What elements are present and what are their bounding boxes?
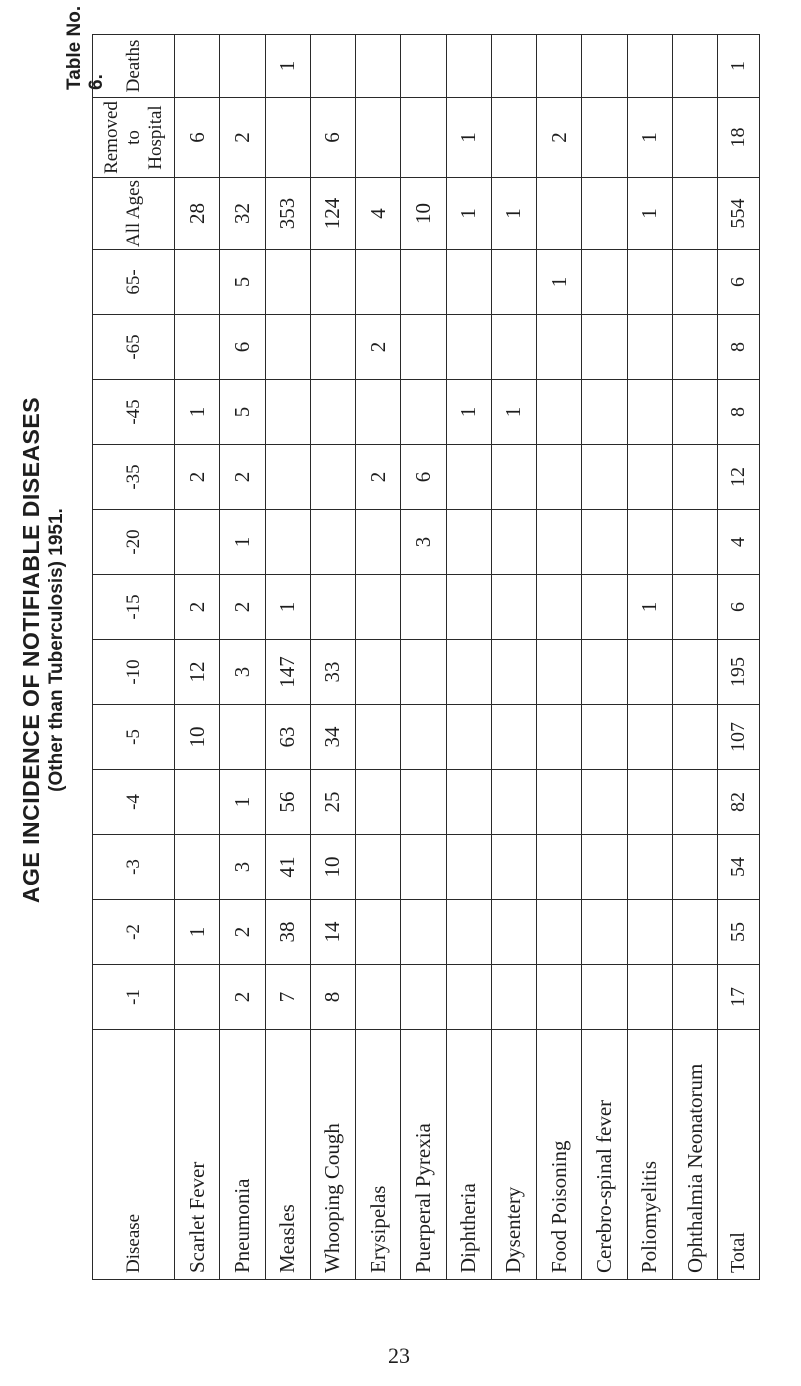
page-number: 23	[388, 1343, 410, 1368]
table-cell	[627, 35, 672, 98]
col-header: Deaths	[93, 35, 175, 98]
table-cell	[220, 35, 265, 98]
table-cell	[310, 575, 355, 640]
table-row	[446, 35, 491, 1280]
table-cell	[582, 575, 627, 640]
table-cell	[582, 965, 627, 1030]
table-cell	[401, 575, 446, 640]
table-cell: 1	[175, 900, 220, 965]
table-row	[537, 35, 582, 1280]
table-cell: 7	[265, 965, 310, 1030]
table-cell: 54	[718, 835, 760, 900]
header-row	[93, 35, 175, 1280]
table-cell	[627, 965, 672, 1030]
table-cell: 1	[537, 250, 582, 315]
table-cell	[627, 315, 672, 380]
table-cell	[401, 315, 446, 380]
table-cell: 10	[401, 178, 446, 250]
table-cell	[672, 705, 717, 770]
table-cell: 1	[627, 575, 672, 640]
table-cell: 8	[310, 965, 355, 1030]
table-cell	[582, 250, 627, 315]
table-cell: 6	[310, 98, 355, 178]
table-cell	[537, 835, 582, 900]
disease-name: Dysentery	[491, 1030, 536, 1280]
table-cell	[446, 35, 491, 98]
col-header: -10	[93, 640, 175, 705]
table-cell	[582, 900, 627, 965]
table-cell	[356, 98, 401, 178]
table-cell	[446, 575, 491, 640]
table-cell	[446, 965, 491, 1030]
table-cell	[446, 445, 491, 510]
col-header: -3	[93, 835, 175, 900]
table-cell	[537, 35, 582, 98]
table-cell: 6	[220, 315, 265, 380]
col-header: -15	[93, 575, 175, 640]
table-cell	[672, 835, 717, 900]
table-cell: 6	[718, 250, 760, 315]
table-cell	[627, 380, 672, 445]
table-cell: 18	[718, 98, 760, 178]
table-cell: 554	[718, 178, 760, 250]
col-header: -35	[93, 445, 175, 510]
table-row	[220, 35, 265, 1280]
table-cell	[356, 705, 401, 770]
table-cell: 1	[627, 98, 672, 178]
table-cell: 6	[718, 575, 760, 640]
table-cell	[401, 900, 446, 965]
table-cell	[446, 640, 491, 705]
table-cell	[537, 640, 582, 705]
table-cell	[446, 900, 491, 965]
table-cell	[175, 250, 220, 315]
table-cell: 5	[220, 250, 265, 315]
table-cell	[582, 835, 627, 900]
table-cell	[537, 380, 582, 445]
table-cell	[582, 98, 627, 178]
table-cell: 25	[310, 770, 355, 835]
table-cell	[356, 965, 401, 1030]
col-header: All Ages	[93, 178, 175, 250]
table-cell	[310, 445, 355, 510]
table-cell	[356, 900, 401, 965]
table-cell: 1	[491, 178, 536, 250]
table-cell	[582, 178, 627, 250]
table-cell: 2	[356, 315, 401, 380]
table-cell	[491, 250, 536, 315]
table-cell	[310, 510, 355, 575]
table-cell: 1	[265, 575, 310, 640]
table-cell: 55	[718, 900, 760, 965]
table-cell	[446, 770, 491, 835]
table-row	[672, 35, 717, 1280]
table-cell	[582, 510, 627, 575]
table-cell	[401, 35, 446, 98]
table-cell	[582, 705, 627, 770]
table-cell	[265, 380, 310, 445]
table-cell: 6	[401, 445, 446, 510]
table-row	[175, 35, 220, 1280]
disease-name: Diphtheria	[446, 1030, 491, 1280]
table-cell	[446, 835, 491, 900]
table-cell	[310, 315, 355, 380]
table-cell: 8	[718, 380, 760, 445]
table-cell	[265, 315, 310, 380]
table-cell: 8	[718, 315, 760, 380]
table-row	[627, 35, 672, 1280]
disease-name: Puerperal Pyrexia	[401, 1030, 446, 1280]
table-cell: 32	[220, 178, 265, 250]
table-cell	[356, 380, 401, 445]
table-cell	[582, 35, 627, 98]
disease-table	[92, 34, 760, 1280]
table-cell	[672, 575, 717, 640]
table-cell	[401, 835, 446, 900]
table-cell	[537, 575, 582, 640]
table-cell: 3	[220, 640, 265, 705]
table-cell	[446, 705, 491, 770]
table-cell: 4	[356, 178, 401, 250]
table-cell: 2	[220, 98, 265, 178]
table-cell	[672, 250, 717, 315]
table-cell	[672, 445, 717, 510]
table-cell	[356, 770, 401, 835]
table-cell	[401, 965, 446, 1030]
table-cell: 1	[446, 98, 491, 178]
table-cell	[672, 178, 717, 250]
table-cell	[627, 640, 672, 705]
table-cell	[672, 965, 717, 1030]
col-header: -1	[93, 965, 175, 1030]
table-cell	[537, 315, 582, 380]
table-cell	[356, 835, 401, 900]
col-header: -65	[93, 315, 175, 380]
col-header: -4	[93, 770, 175, 835]
table-cell	[401, 770, 446, 835]
table-cell	[537, 965, 582, 1030]
table-cell: 1	[491, 380, 536, 445]
table-cell	[175, 965, 220, 1030]
table-row	[265, 35, 310, 1280]
table-cell	[491, 575, 536, 640]
table-cell: 1	[446, 380, 491, 445]
table-cell	[627, 705, 672, 770]
table-cell	[356, 640, 401, 705]
disease-name: Whooping Cough	[310, 1030, 355, 1280]
table-cell	[265, 445, 310, 510]
table-cell	[491, 900, 536, 965]
table-cell	[491, 965, 536, 1030]
table-cell	[265, 250, 310, 315]
table-cell	[537, 705, 582, 770]
table-cell	[627, 835, 672, 900]
table-cell	[175, 315, 220, 380]
table-cell	[627, 445, 672, 510]
table-cell: 2	[356, 445, 401, 510]
col-header: Removed to Hospital	[93, 98, 175, 178]
table-row	[491, 35, 536, 1280]
table-cell: 6	[175, 98, 220, 178]
table-cell: 2	[175, 445, 220, 510]
table-cell	[491, 705, 536, 770]
table-cell: 12	[718, 445, 760, 510]
table-cell	[627, 900, 672, 965]
table-cell	[401, 250, 446, 315]
table-cell: 10	[310, 835, 355, 900]
table-cell: 124	[310, 178, 355, 250]
disease-name: Ophthalmia Neonatorum	[672, 1030, 717, 1280]
table-cell	[582, 770, 627, 835]
table-cell	[672, 380, 717, 445]
table-cell	[491, 640, 536, 705]
table-cell: 33	[310, 640, 355, 705]
table-cell	[265, 510, 310, 575]
table-cell: 1	[446, 178, 491, 250]
table-cell	[356, 575, 401, 640]
table-cell	[401, 98, 446, 178]
table-row	[582, 35, 627, 1280]
disease-name: Poliomyelitis	[627, 1030, 672, 1280]
table-cell	[491, 98, 536, 178]
table-cell	[491, 835, 536, 900]
disease-name: Measles	[265, 1030, 310, 1280]
table-cell	[401, 640, 446, 705]
table-number: Table No. 6.	[64, 5, 107, 90]
table-cell	[310, 35, 355, 98]
col-header: -5	[93, 705, 175, 770]
table-cell	[356, 35, 401, 98]
disease-name: Cerebro-spinal fever	[582, 1030, 627, 1280]
table-cell	[491, 445, 536, 510]
table-cell: 1	[220, 510, 265, 575]
table-cell	[537, 178, 582, 250]
disease-name: Total	[718, 1030, 760, 1280]
table-cell	[672, 315, 717, 380]
table-cell	[537, 770, 582, 835]
table-row	[356, 35, 401, 1280]
table-cell	[537, 445, 582, 510]
table-cell	[491, 770, 536, 835]
table-cell: 2	[220, 965, 265, 1030]
page-title: AGE INCIDENCE OF NOTIFIABLE DISEASES	[18, 396, 44, 904]
table-cell	[537, 510, 582, 575]
table-cell	[265, 98, 310, 178]
table-cell	[627, 250, 672, 315]
table-cell: 1	[175, 380, 220, 445]
table-cell	[220, 705, 265, 770]
disease-name: Food Poisoning	[537, 1030, 582, 1280]
table-cell	[401, 380, 446, 445]
table-cell	[175, 510, 220, 575]
table-cell	[356, 510, 401, 575]
table-cell	[491, 35, 536, 98]
table-cell	[175, 835, 220, 900]
table-cell: 5	[220, 380, 265, 445]
table-cell: 147	[265, 640, 310, 705]
disease-name: Scarlet Fever	[175, 1030, 220, 1280]
table-cell: 17	[718, 965, 760, 1030]
table-cell: 2	[537, 98, 582, 178]
table-cell: 12	[175, 640, 220, 705]
table-cell	[672, 640, 717, 705]
table-cell: 38	[265, 900, 310, 965]
table-cell: 56	[265, 770, 310, 835]
disease-name: Erysipelas	[356, 1030, 401, 1280]
table-cell	[175, 770, 220, 835]
table-cell: 195	[718, 640, 760, 705]
table-cell: 2	[220, 900, 265, 965]
table-cell: 353	[265, 178, 310, 250]
table-cell: 10	[175, 705, 220, 770]
total-row	[718, 35, 760, 1280]
table-cell	[627, 510, 672, 575]
col-header: -2	[93, 900, 175, 965]
table-cell: 2	[220, 445, 265, 510]
table-cell: 2	[175, 575, 220, 640]
table-row	[401, 35, 446, 1280]
table-cell	[672, 770, 717, 835]
table-cell	[310, 250, 355, 315]
col-header: 65-	[93, 250, 175, 315]
table-cell	[446, 315, 491, 380]
table-cell	[491, 510, 536, 575]
table-cell	[356, 250, 401, 315]
table-cell: 1	[265, 35, 310, 98]
table-row	[310, 35, 355, 1280]
table-cell: 3	[401, 510, 446, 575]
table-cell	[627, 770, 672, 835]
table-cell	[491, 315, 536, 380]
table-cell: 63	[265, 705, 310, 770]
table-cell: 4	[718, 510, 760, 575]
table-cell	[672, 900, 717, 965]
table-cell: 107	[718, 705, 760, 770]
table-cell	[582, 380, 627, 445]
table-cell: 1	[627, 178, 672, 250]
table-cell	[672, 510, 717, 575]
table-cell	[582, 315, 627, 380]
table-cell: 82	[718, 770, 760, 835]
table-cell	[672, 35, 717, 98]
table-cell: 1	[220, 770, 265, 835]
table-cell: 28	[175, 178, 220, 250]
table-cell	[537, 900, 582, 965]
table-cell	[446, 250, 491, 315]
table-cell	[310, 380, 355, 445]
table-cell: 41	[265, 835, 310, 900]
disease-name: Pneumonia	[220, 1030, 265, 1280]
col-header: -45	[93, 380, 175, 445]
table-cell: 34	[310, 705, 355, 770]
page-subtitle: (Other than Tuberculosis) 1951.	[46, 508, 67, 792]
table-cell	[446, 510, 491, 575]
table-cell	[175, 35, 220, 98]
col-header: Disease	[93, 1030, 175, 1280]
table-cell	[672, 98, 717, 178]
table-cell: 2	[220, 575, 265, 640]
table-cell	[582, 445, 627, 510]
table-cell: 3	[220, 835, 265, 900]
table-cell: 1	[718, 35, 760, 98]
col-header: -20	[93, 510, 175, 575]
table-cell: 14	[310, 900, 355, 965]
table-cell	[582, 640, 627, 705]
table-cell	[401, 705, 446, 770]
